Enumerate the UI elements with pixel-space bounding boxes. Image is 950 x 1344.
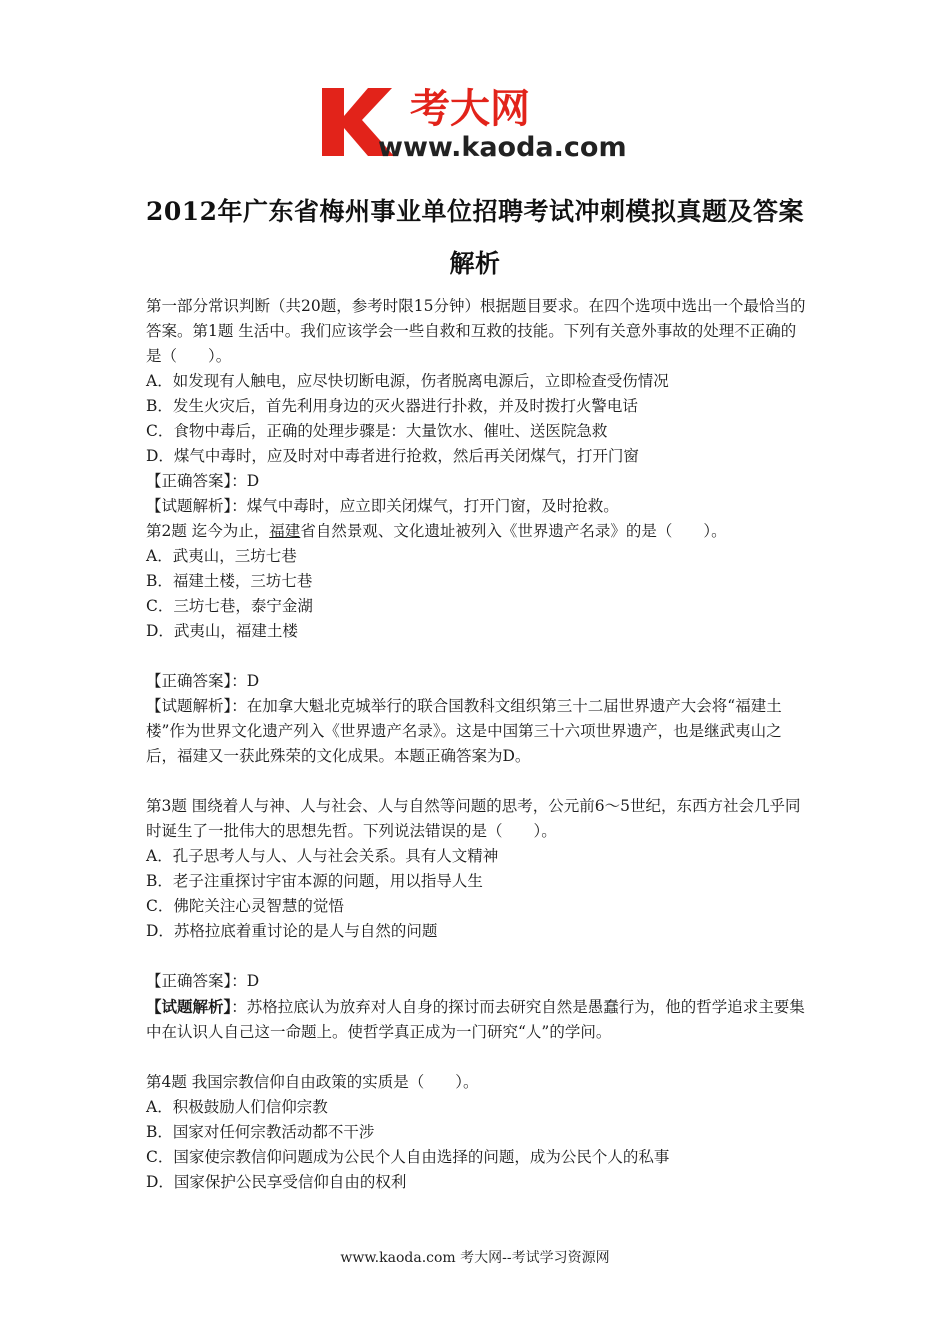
logo-url: www.kaoda.com [378,132,627,162]
question-4-option-b: B．国家对任何宗教活动都不干涉 [146,1123,375,1141]
question-3-stem: 第3题 围绕着人与神、人与社会、人与自然等问题的思考，公元前6～5世纪，东西方社会几乎同时诞生了一批伟大的思想先哲。下列说法错误的是（ ）。 [146,797,801,840]
kaoda-logo-graphic [318,82,638,162]
spacer [146,644,810,669]
question-3-option-c: C．佛陀关注心灵智慧的觉悟 [146,897,344,915]
question-2-stem [146,519,810,544]
question-4-option-a: A．积极鼓励人们信仰宗教 [146,1098,328,1116]
analysis-label: 【试题解析】 [146,497,232,515]
spacer [146,1045,810,1070]
question-2-stem-pre: 第2题 迄今为止， [146,522,270,540]
question-3-option-b: B．老子注重探讨宇宙本源的问题，用以指导人生 [146,872,483,890]
question-4-stem: 第4题 我国宗教信仰自由政策的实质是（ ）。 [146,1073,479,1091]
answer-value: ：D [231,972,260,990]
answer-label: 【正确答案】 [146,972,232,990]
question-3-option-a: A．孔子思考人与人、人与社会关系。具有人文精神 [146,847,499,865]
question-2-option-c: C．三坊七巷，泰宁金湖 [146,597,313,615]
question-2-option-d: D．武夷山，福建土楼 [146,622,298,640]
question-3-analysis [146,994,810,1045]
analysis-label: 【试题解析】 [146,997,232,1016]
section-intro: 第一部分常识判断（共20题，参考时限15分钟）根据题目要求。在四个选项中选出一个最恰当的答案。 [146,297,806,340]
kaoda-logo [318,82,638,162]
spacer [146,944,810,969]
question-1-analysis [146,494,810,519]
question-3-answer [146,969,810,994]
document-body [146,294,810,1195]
analysis-text: ：苏格拉底认为放弃对人自身的探讨而去研究自然是愚蠢行为，他的哲学追求主要集中在认识人自己这一命题上。使哲学真正成为一门研究“人”的学问。 [146,998,805,1041]
question-1-option-a: A．如发现有人触电，应尽快切断电源，伤者脱离电源后，立即检查受伤情况 [146,372,669,390]
question-2-analysis [146,694,810,769]
answer-value: ：D [231,672,260,690]
page-footer: www.kaoda.com 考大网--考试学习资源网 [340,1250,610,1266]
question-1-stem [146,294,810,369]
analysis-label: 【试题解析】 [146,697,232,715]
question-1-option-d: D．煤气中毒时，应及时对中毒者进行抢救，然后再关闭煤气，打开门窗 [146,447,639,465]
question-2-answer [146,669,810,694]
analysis-text: ：煤气中毒时，应立即关闭煤气，打开门窗，及时抢救。 [231,497,619,515]
document-title-line-2: 解析 [449,249,501,278]
analysis-text: ：在加拿大魁北克城举行的联合国教科文组织第三十二届世界遗产大会将“福建土楼”作为世界文化遗产列入《世界遗产名录》。这是中国第三十六项世界遗产，也是继武夷山之后，福建又一获此殊荣的文化成果。本题正确答案为D。 [146,697,782,765]
question-4-option-d: D．国家保护公民享受信仰自由的权利 [146,1173,407,1191]
question-1-text: 第1题 生活中。我们应该学会一些自救和互救的技能。下列有关意外事故的处理不正确的是（ ）。 [146,322,797,365]
question-2-option-b: B．福建土楼，三坊七巷 [146,572,313,590]
document-title-line-1: 2012年广东省梅州事业单位招聘考试冲刺模拟真题及答案 [145,197,805,226]
spacer [146,769,810,794]
question-1-option-c: C．食物中毒后，正确的处理步骤是：大量饮水、催吐、送医院急救 [146,422,608,440]
question-4-option-c: C．国家使宗教信仰问题成为公民个人自由选择的问题，成为公民个人的私事 [146,1148,670,1166]
question-3-option-d: D．苏格拉底着重讨论的是人与自然的问题 [146,922,438,940]
question-2-stem-link: 福建 [269,522,301,540]
question-1-answer [146,469,810,494]
question-2-stem-post: 省自然景观、文化遗址被列入《世界遗产名录》的是（ ）。 [300,522,727,540]
question-2-option-a: A．武夷山，三坊七巷 [146,547,297,565]
answer-value: ：D [231,472,260,490]
logo-name: 考大网 [410,86,530,132]
answer-label: 【正确答案】 [146,472,232,490]
answer-label: 【正确答案】 [146,672,232,690]
question-1-option-b: B．发生火灾后，首先利用身边的灭火器进行扑救，并及时拨打火警电话 [146,397,638,415]
